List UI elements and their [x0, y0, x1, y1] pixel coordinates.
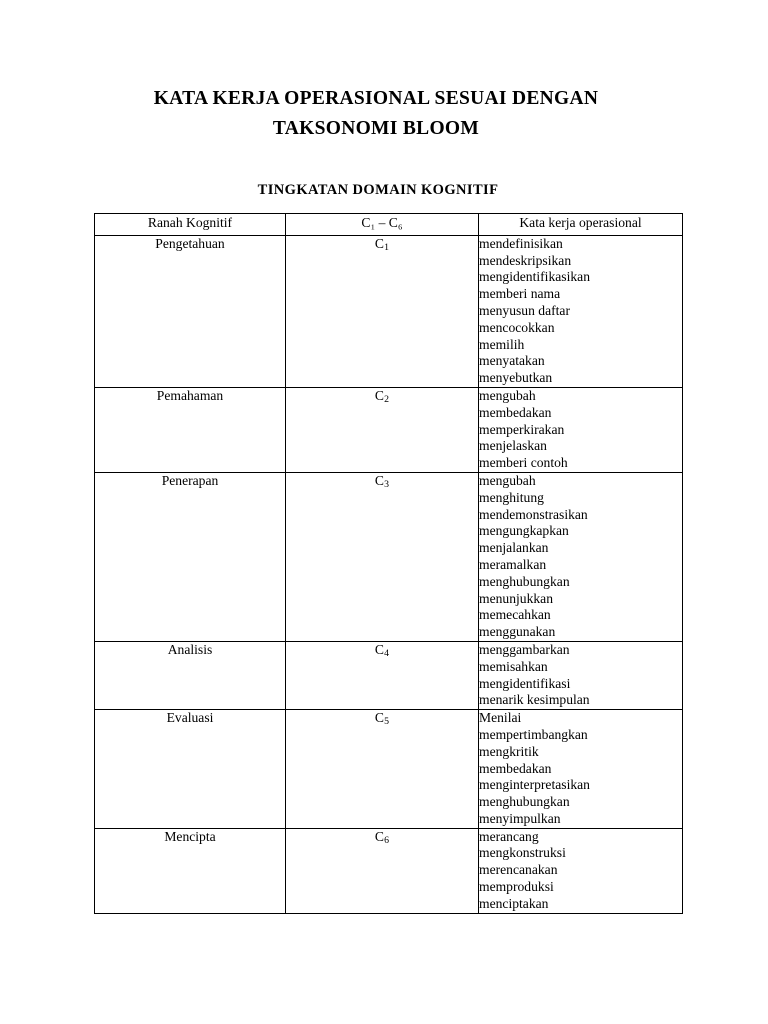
header-domain: Ranah Kognitif [95, 214, 286, 236]
header-code: C₁ – C₆ [286, 214, 479, 236]
code-letter: C [374, 710, 385, 726]
table-row [95, 710, 683, 829]
verb-item: memberi contoh [479, 455, 568, 471]
title-line-1 [0, 84, 768, 114]
document-title [0, 84, 768, 144]
code-subscript: 2 [384, 394, 390, 406]
verb-item: merencanakan [479, 862, 558, 878]
verb-item: menunjukkan [479, 590, 553, 606]
table-row [95, 472, 683, 641]
code-subscript: 4 [384, 648, 390, 660]
verb-item: menghubungkan [479, 573, 570, 589]
code-letter: C [374, 472, 385, 488]
cell-verbs [479, 641, 683, 709]
verb-list [479, 388, 682, 472]
verb-item: mendeskripsikan [479, 252, 572, 268]
cell-domain: Evaluasi [95, 710, 286, 829]
verb-item: mengidentifikasi [479, 675, 571, 691]
verb-item: membedakan [479, 404, 552, 420]
cell-code [286, 387, 479, 472]
verb-list [479, 473, 682, 641]
cell-code [286, 828, 479, 913]
verb-item: mengubah [479, 387, 536, 403]
verb-item: mengungkapkan [479, 523, 569, 539]
table-header-row [95, 214, 683, 236]
code-subscript: 3 [384, 479, 390, 491]
verb-item: mendefinisikan [479, 235, 563, 251]
verb-item: menarik kesimpulan [479, 692, 590, 708]
cell-code [286, 235, 479, 387]
verb-item: mendemonstrasikan [479, 506, 588, 522]
verb-item: Menilai [479, 710, 522, 726]
verb-item: menjalankan [479, 540, 549, 556]
verb-item: mengidentifikasikan [479, 269, 590, 285]
cell-code [286, 641, 479, 709]
header-verbs: Kata kerja operasional [479, 214, 683, 236]
verb-list [479, 829, 682, 913]
verb-item: menyusun daftar [479, 302, 570, 318]
code-subscript: 6 [384, 834, 390, 846]
title-line-2 [0, 114, 768, 144]
verb-item: membedakan [479, 760, 552, 776]
verb-item: memberi nama [479, 286, 561, 302]
table-row [95, 235, 683, 387]
cell-domain: Mencipta [95, 828, 286, 913]
table-row [95, 387, 683, 472]
cell-domain: Pemahaman [95, 387, 286, 472]
code-letter: C [374, 387, 385, 403]
cell-domain: Penerapan [95, 472, 286, 641]
cell-domain: Analisis [95, 641, 286, 709]
title-line-2-text: TAKSONOMI BLOOM [272, 118, 480, 139]
cell-code [286, 472, 479, 641]
code-subscript: 1 [384, 241, 390, 253]
verb-item: memisahkan [479, 658, 548, 674]
verb-item: mempertimbangkan [479, 726, 588, 742]
code-letter: C [374, 235, 385, 251]
verb-item: memperkirakan [479, 421, 565, 437]
verb-list [479, 236, 682, 387]
code-letter: C [374, 828, 385, 844]
verb-item: mengkonstruksi [479, 845, 566, 861]
verb-item: menghitung [479, 489, 544, 505]
verb-item: menghubungkan [479, 794, 570, 810]
verb-item: merancang [479, 828, 539, 844]
cognitive-domain-table [94, 213, 683, 914]
document-subtitle: TINGKATAN DOMAIN KOGNITIF [257, 182, 499, 198]
cell-verbs [479, 710, 683, 829]
cell-domain: Pengetahuan [95, 235, 286, 387]
verb-item: mengkritik [479, 743, 539, 759]
verb-item: memecahkan [479, 607, 551, 623]
cell-verbs [479, 828, 683, 913]
verb-item: mengubah [479, 472, 536, 488]
verb-item: menggambarkan [479, 641, 570, 657]
title-line-1-text: KATA KERJA OPERASIONAL SESUAI DENGAN [153, 88, 599, 109]
verb-list [479, 642, 682, 709]
verb-list [479, 710, 682, 828]
verb-item: menginterpretasikan [479, 777, 590, 793]
verb-item: mencocokkan [479, 319, 555, 335]
verb-item: meramalkan [479, 556, 547, 572]
cell-verbs [479, 235, 683, 387]
verb-item: menyatakan [479, 353, 545, 369]
verb-item: menjelaskan [479, 438, 547, 454]
verb-item: menggunakan [479, 624, 556, 640]
table-body [95, 214, 683, 914]
verb-item: memilih [479, 336, 525, 352]
code-subscript: 5 [384, 716, 390, 728]
cell-verbs [479, 472, 683, 641]
verb-item: menyebutkan [479, 370, 553, 386]
table-row [95, 641, 683, 709]
cell-code [286, 710, 479, 829]
cell-verbs [479, 387, 683, 472]
table-row [95, 828, 683, 913]
code-letter: C [374, 641, 385, 657]
verb-item: menciptakan [479, 895, 549, 911]
verb-item: menyimpulkan [479, 810, 561, 826]
verb-item: memproduksi [479, 879, 554, 895]
